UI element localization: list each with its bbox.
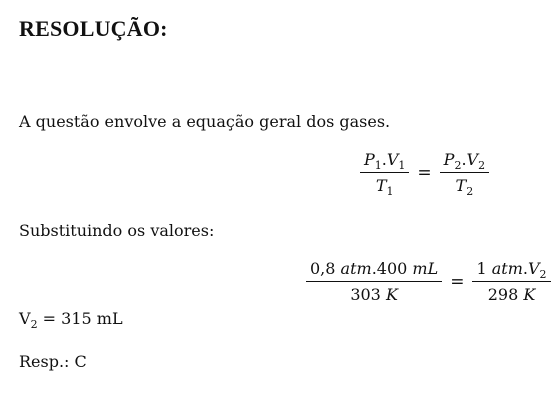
dot-operator: .	[371, 259, 377, 278]
equation1-right-numerator	[440, 150, 489, 173]
symbol-v2: V	[466, 150, 479, 169]
symbol-t1: T	[375, 176, 387, 195]
subscript-p1: 1	[374, 159, 382, 172]
answer-line: Resp.: C	[19, 352, 87, 371]
subscript-p2: 2	[454, 159, 462, 172]
equals-sign: =	[417, 162, 432, 183]
subscript-t2: 2	[466, 185, 474, 198]
result-value: = 315 mL	[37, 309, 123, 328]
symbol-v1: V	[386, 150, 399, 169]
value-pressure-1: 0,8	[310, 259, 336, 278]
unit-kelvin: K	[385, 285, 398, 304]
subscript-t1: 1	[386, 185, 394, 198]
heading: RESOLUÇÃO:	[19, 16, 168, 41]
equation1-left-fraction	[360, 150, 409, 198]
subscript-v1: 1	[398, 159, 406, 172]
equation2-left-fraction	[306, 259, 442, 304]
dot-operator: .	[522, 259, 528, 278]
result-line	[19, 309, 123, 331]
dot-operator: .	[381, 150, 387, 169]
value-temperature-1: 303	[350, 285, 381, 304]
unit-ml: mL	[412, 259, 439, 278]
substitute-text: Substituindo os valores:	[19, 221, 215, 240]
value-pressure-2: 1	[476, 259, 487, 278]
result-symbol: V	[19, 309, 31, 328]
dot-operator: .	[461, 150, 467, 169]
equation2-left-denominator	[346, 282, 402, 304]
general-gas-equation	[360, 150, 489, 198]
subscript-v2: 2	[478, 159, 486, 172]
equation2-right-fraction	[472, 259, 550, 304]
equals-sign: =	[450, 271, 465, 292]
symbol-t2: T	[455, 176, 467, 195]
result-subscript: 2	[30, 318, 38, 331]
value-temperature-2: 298	[487, 285, 519, 304]
equation1-right-denominator	[452, 173, 478, 198]
unit-atm: atm	[491, 259, 523, 278]
equation1-left-numerator	[360, 150, 409, 173]
substituted-equation	[306, 259, 551, 304]
unit-atm: atm	[340, 259, 372, 278]
equation2-left-numerator	[306, 259, 442, 282]
value-volume-1: 400	[376, 259, 408, 278]
equation2-right-denominator	[484, 282, 540, 304]
equation1-left-denominator	[372, 173, 398, 198]
symbol-p2: P	[443, 150, 455, 169]
symbol-p1: P	[364, 150, 375, 169]
symbol-v2: V	[527, 259, 540, 278]
intro-text: A questão envolve a equação geral dos gases.	[19, 112, 391, 131]
equation1-right-fraction	[440, 150, 489, 198]
unit-kelvin: K	[523, 285, 536, 304]
subscript-v2: 2	[539, 268, 547, 281]
equation2-right-numerator	[472, 259, 550, 282]
